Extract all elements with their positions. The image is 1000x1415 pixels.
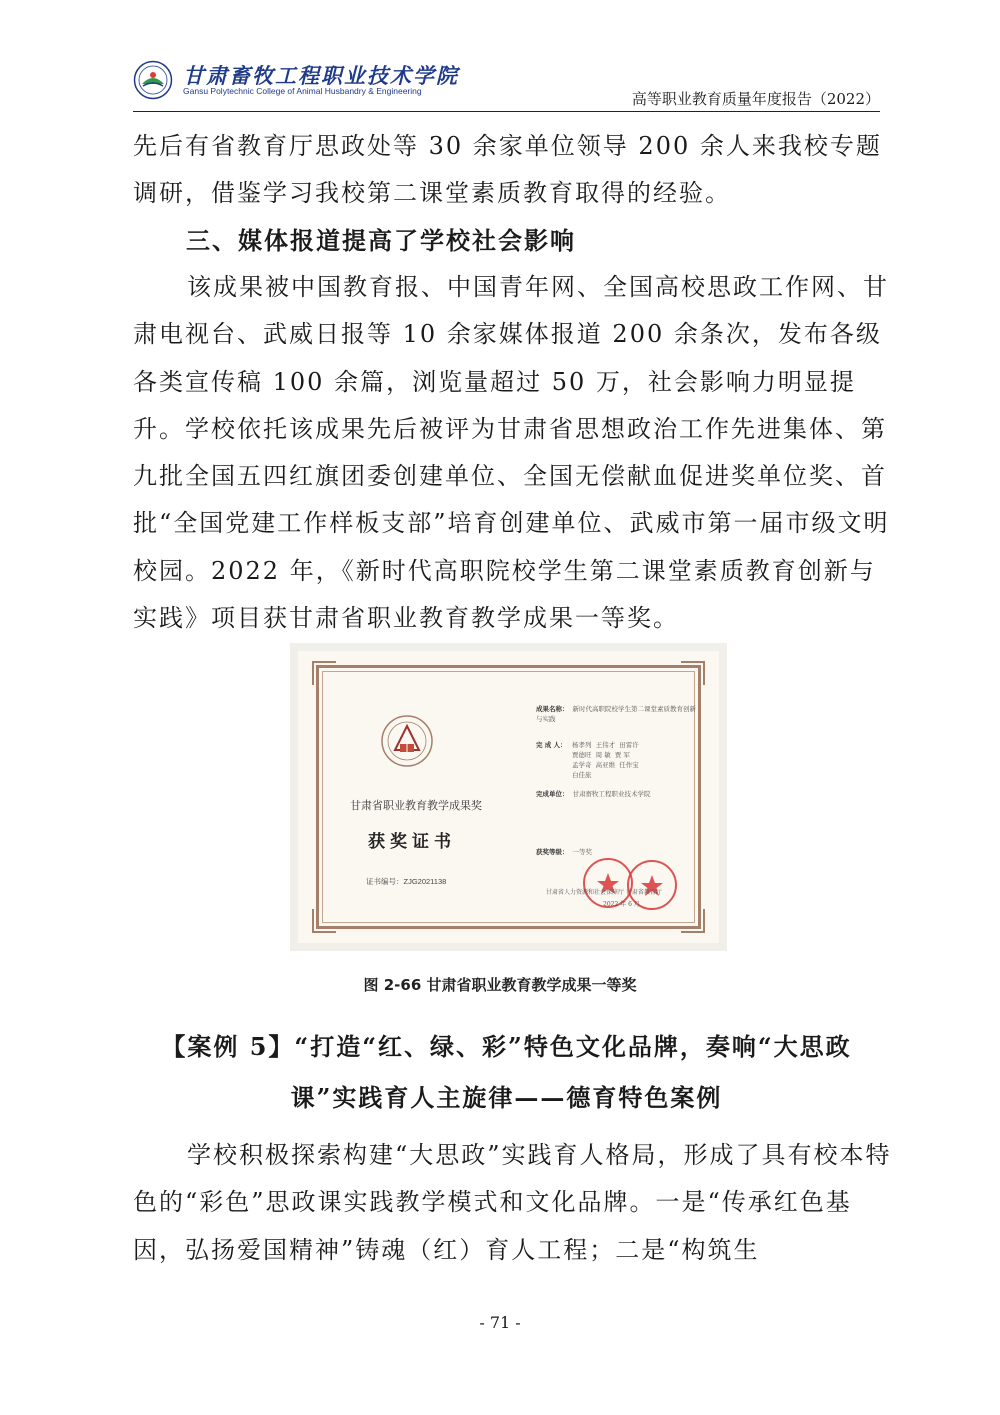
certificate-date: 2022 年 6 月 [603, 901, 640, 908]
certificate-image [290, 643, 727, 951]
certificate-org: 甘肃省职业教育教学成果奖 [350, 799, 482, 812]
header-divider [133, 111, 880, 112]
school-logo-icon [133, 60, 173, 100]
level-label: 获奖等级： [536, 848, 569, 856]
paragraph-2: 该成果被中国教育报、中国青年网、全国高校思政工作网、甘肃电视台、武威日报等 10 余家媒体报道 200 余条次，发布各级各类宣传稿 100 余篇，浏览量超过 50 万，社会影响力明显提升。学校依托该成果先后被评为甘肃省思想政治工作先进集体、第九批全国五四红旗团委创建单位、全国无偿献血促进奖单位奖、首批“全国党建工作样板支部”培育创建单位、武威市第一届市级文明校园。2022 年，《新时代高职院校学生第二课堂素质教育创新与实践》项目获甘肃省职业教育教学成果一等奖。 [133, 273, 890, 633]
completers-list [572, 740, 682, 780]
school-name-cn: 甘肃畜牧工程职业技术学院 [183, 63, 459, 88]
frame-corner [681, 909, 705, 933]
frame-corner [681, 661, 705, 685]
completer: 任作宝 [619, 761, 639, 769]
certificate-issuer: 甘肃省人力资源和社会保障厅 甘肃省教育厅 [546, 889, 662, 896]
completer: 白佳旅 [572, 771, 592, 779]
school-name-en: Gansu Polytechnic College of Animal Husbandry & Engineering [183, 86, 422, 96]
page-number: - 71 - [479, 1313, 521, 1332]
award-emblem-icon [380, 714, 434, 768]
result-name-label: 成果名称： [536, 705, 569, 713]
completers-row [536, 740, 571, 750]
report-title: 高等职业教育质量年度报告（2022） [631, 90, 880, 108]
completer: 杨孝列 [572, 741, 592, 749]
frame-corner [312, 661, 336, 685]
section-heading: 三、媒体报道提高了学校社会影响 [186, 226, 576, 255]
completer: 贾 军 [614, 751, 630, 759]
completer: 王伟才 [595, 741, 616, 749]
result-name-value: 新时代高职院校学生第二课堂素质教育创新与实践 [536, 705, 696, 723]
unit-row [536, 789, 651, 799]
case-title: 【案例 5】“打造“红、绿、彩”特色文化品牌，奏响“大思政课”实践育人主旋律——德育特色案例 [161, 1032, 852, 1112]
certificate [298, 651, 719, 943]
frame-corner [312, 909, 336, 933]
certificate-number-label: 证书编号： [366, 877, 404, 886]
certificate-number-value: ZJG2021138 [403, 877, 447, 886]
result-name-row [536, 704, 696, 724]
certificate-number [366, 876, 446, 887]
page-header [133, 52, 880, 110]
level-value: 一等奖 [572, 848, 592, 856]
unit-value: 甘肃畜牧工程职业技术学院 [572, 790, 651, 798]
paragraph-1: 先后有省教育厅思政处等 30 余家单位领导 200 余人来我校专题调研，借鉴学习我校第二课堂素质教育取得的经验。 [133, 132, 882, 208]
case-paragraph: 学校积极探索构建“大思政”实践育人格局，形成了具有校本特色的“彩色”思政课实践教学模式和文化品牌。一是“传承红色基因，弘扬爱国精神”铸魂（红）育人工程；二是“构筑生 [133, 1141, 892, 1264]
completer: 孟学奇 [572, 761, 592, 769]
certificate-title: 获奖证书 [368, 832, 456, 852]
completer: 周 敏 [595, 751, 611, 759]
completers-label: 完 成 人： [536, 741, 567, 749]
figure-caption: 图 2-66 甘肃省职业教育教学成果一等奖 [363, 976, 637, 994]
completer: 田雷许 [619, 741, 639, 749]
completer: 高亚维 [595, 761, 616, 769]
unit-label: 完成单位： [536, 790, 569, 798]
completer: 贾德旺 [572, 751, 592, 759]
